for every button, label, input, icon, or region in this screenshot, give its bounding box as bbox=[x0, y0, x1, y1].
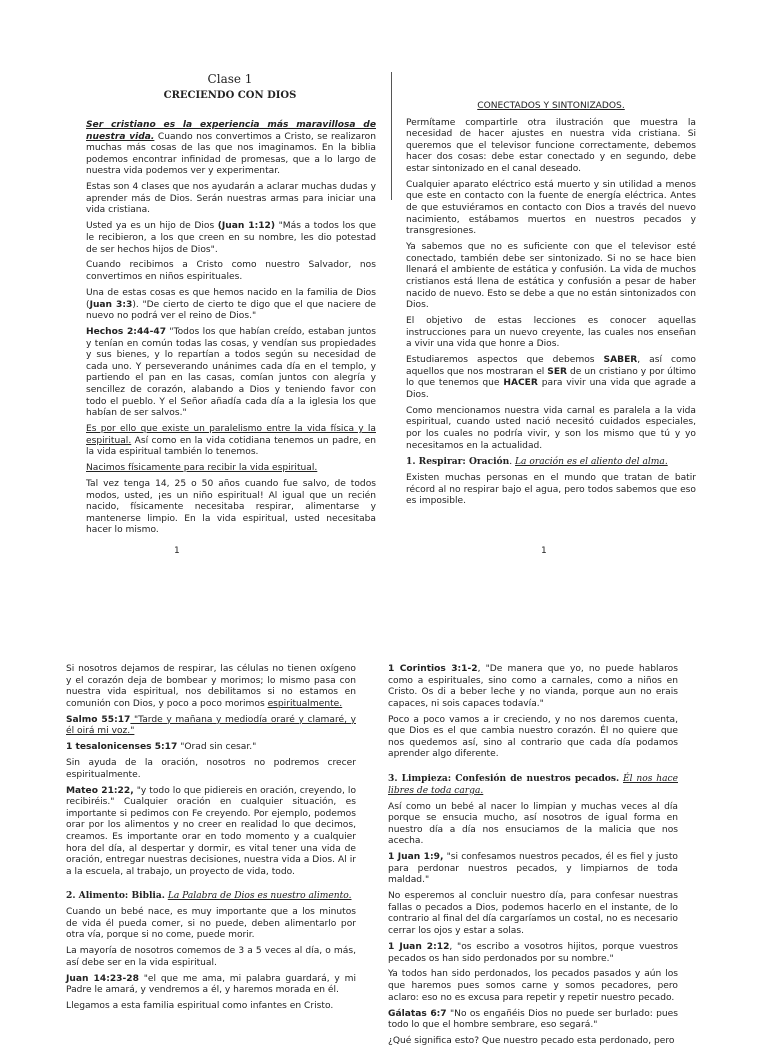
section-heading: 1. Respirar: Oración. La oración es el aliento del alma. bbox=[406, 456, 668, 468]
paragraph: Ser cristiano es la experiencia más maravillosa de nuestra vida. Cuando nos convertimos a Cristo, se realizaron muchas más cosas de las que nos imaginamos. En la biblia podemos encontrar infinidad de promesas, que a lo largo de nuestra vida podemos ver y experimentar. bbox=[86, 120, 376, 177]
paragraph: ¿Qué significa esto? Que nuestro pecado esta perdonado, pero bbox=[388, 1036, 675, 1046]
top-left-column bbox=[86, 120, 376, 541]
paragraph: Hechos 2:44-47 "Todos los que habían creído, estaban juntos y tenían en común todas las cosas, y vendían sus propiedades y sus bienes, y lo repartían a todos según su necesidad de cada uno. Y perseverando unánimes cada día en el templo, y partiendo el pan en las casas, comían juntos con alegría y sencillez de corazón, alabando a Dios y teniendo favor con todo el pueblo. Y el Señor añadía cada día a la iglesia los que habían de ser salvos." bbox=[86, 326, 376, 419]
paragraph: 1 Juan 1:9, "si confesamos nuestros pecados, él es fiel y justo para perdonar nuestros pecados, y limpiarnos de toda maldad." bbox=[388, 852, 678, 886]
section-heading: CONECTADOS Y SINTONIZADOS. bbox=[477, 101, 625, 111]
paragraph: Cuando recibimos a Cristo como nuestro Salvador, nos convertimos en niños espirituales. bbox=[86, 260, 376, 283]
top-right-column bbox=[406, 101, 696, 512]
paragraph: 1 Juan 2:12, "os escribo a vosotros hijitos, porque vuestros pecados os han sido perdonados por su nombre." bbox=[388, 941, 678, 964]
paragraph: Juan 14:23-28 "el que me ama, mi palabra guardará, y mi Padre le amará, y vendremos a él, y haremos morada en él. bbox=[66, 973, 356, 996]
bottom-left-column bbox=[66, 664, 356, 1017]
paragraph: Estas son 4 clases que nos ayudarán a aclarar muchas dudas y aprender más de Dios. Serán nuestras armas para iniciar una vida cristiana. bbox=[86, 182, 376, 216]
paragraph: Ya todos han sido perdonados, los pecados pasados y aún los que haremos pues somos carne y somos pecadores, pero aclaro: eso no es excusa para repetir y repetir nuestro pecado. bbox=[388, 969, 678, 1003]
paragraph: Salmo 55:17 "Tarde y mañana y mediodía oraré y clamaré, y él oirá mi voz." bbox=[66, 714, 356, 737]
paragraph: 1 Corintios 3:1-2, "De manera que yo, no puede hablaros como a espirituales, sino como a carnales, como a niños en Cristo. Os di a beber leche y no vianda, porque aun no erais capaces, ni sois capaces todavía." bbox=[388, 664, 678, 709]
section-heading: 2. Alimento: Biblia. La Palabra de Dios es nuestro alimento. bbox=[66, 890, 352, 902]
paragraph: No esperemos al concluir nuestro día, para confesar nuestras fallas o pecados a Dios, podemos hacerlo en el instante, de lo contrario al final del día cargaríamos un costal, no es necesario cerrar los ojos y estar a solas. bbox=[388, 891, 678, 937]
section-heading: 3. Limpieza: Confesión de nuestros pecados. Él nos hace libres de toda carga. bbox=[388, 773, 678, 796]
page-title: Clase 1 bbox=[207, 72, 253, 86]
paragraph: Cualquier aparato eléctrico está muerto y sin utilidad a menos que este en contacto con la fuente de energía eléctrica. Antes de que estuviéramos en contacto con Dios a través del nuevo nacimiento, estábamos muertos en nuestros pecados y transgresiones. bbox=[406, 179, 696, 237]
paragraph: Gálatas 6:7 "No os engañéis Dios no puede ser burlado: pues todo lo que el hombre sembrare, eso segará." bbox=[388, 1008, 678, 1031]
paragraph: Nacimos físicamente para recibir la vida espiritual. bbox=[86, 463, 318, 474]
paragraph: Como mencionamos nuestra vida carnal es paralela a la vida espiritual, cuando usted nació necesitó cuidados especiales, por los cuales no podría vivir, y son los mismo que tú y yo necesitamos en la actualidad. bbox=[406, 405, 696, 451]
paragraph: Tal vez tenga 14, 25 o 50 años cuando fue salvo, de todos modos, usted, ¡es un niño espiritual! Al igual que un recién nacido, físicamente necesitaba respirar, alimentarse y mantenerse limpio. En la vida espiritual, usted necesitaba hacer lo mismo. bbox=[86, 479, 376, 536]
paragraph: El objetivo de estas lecciones es conocer aquellas instrucciones para un nuevo creyente, las cuales nos enseñan a vivir una vida que honre a Dios. bbox=[406, 315, 696, 350]
paragraph: Una de estas cosas es que hemos nacido en la familia de Dios (Juan 3:3). "De cierto de cierto te digo que el que naciere de nuevo no podrá ver el reino de Dios." bbox=[86, 287, 376, 322]
paragraph: Ya sabemos que no es suficiente con que el televisor esté conectado, también debe ser sintonizado. Si no se hace bien llenará el ambiente de estática y confusión. La vida de muchos cristianos está llena de estática y confusión a pesar de haber nacido de nuevo. Esto se debe a que no están sintonizados con Dios. bbox=[406, 242, 696, 311]
paragraph: Cuando un bebé nace, es muy importante que a los minutos de vida él pueda comer, si no puede, deben alimentarlo por otra vía, porque si no come, puede morir. bbox=[66, 907, 356, 941]
paragraph: Llegamos a esta familia espiritual como infantes en Cristo. bbox=[66, 1001, 334, 1012]
page-number: 1 bbox=[174, 546, 180, 556]
paragraph: Sin ayuda de la oración, nosotros no podremos crecer espiritualmente. bbox=[66, 758, 356, 780]
paragraph: Es por ello que existe un paralelismo entre la vida física y la espiritual. Así como en la vida cotidiana tenemos un padre, en la vida espiritual también lo tenemos. bbox=[86, 424, 376, 458]
paragraph: Estudiaremos aspectos que debemos SABER, así como aquellos que nos mostraran el SER de un cristiano y por último lo que tenemos que HACER para vivir una vida que agrade a Dios. bbox=[406, 355, 697, 400]
paragraph: Así como un bebé al nacer lo limpian y muchas veces al día porque se ensucia mucho, así nosotros de igual forma en nuestro día a día nos ensuciamos de la malicia que nos acecha. bbox=[388, 801, 678, 847]
bottom-right-column bbox=[388, 664, 678, 1052]
paragraph: Poco a poco vamos a ir creciendo, y no nos daremos cuenta, que Dios es el que cambia nuestro corazón. Él no quiere que nos quedemos así, sino al contrario que cada día podamos aprender algo diferente. bbox=[388, 714, 678, 760]
page-number: 1 bbox=[541, 546, 547, 556]
paragraph: Existen muchas personas en el mundo que tratan de batir récord al no respirar bajo el agua, pero todos sabemos que eso es imposible. bbox=[406, 473, 696, 507]
page-subtitle: CRECIENDO CON DIOS bbox=[163, 90, 297, 101]
paragraph: 1 tesalonicenses 5:17 "Orad sin cesar." bbox=[66, 742, 257, 753]
paragraph: Mateo 21:22, "y todo lo que pidiereis en oración, creyendo, lo recibiréis." Cualquier oración en cualquier situación, es importante si pedimos con Fe creyendo. Por ejemplo, podemos orar por los alimentos y no creer en realidad lo que decimos, creamos. Es importante orar en todo momento y a cualquier hora del día, al despertar y dormir, es vital tener una vida de oración, entregar nuestras decisiones, nuestra vida a Dios. Al ir a la escuela, al trabajo, un proyecto de vida, todo. bbox=[66, 785, 357, 877]
column-divider bbox=[391, 72, 392, 200]
paragraph: La mayoría de nosotros comemos de 3 a 5 veces al día, o más, así debe ser en la vida espiritual. bbox=[66, 946, 356, 968]
paragraph: Usted ya es un hijo de Dios (Juan 1:12) "Más a todos los que le recibieron, a los que creen en su nombre, les dio potestad de ser hechos hijos de Dios". bbox=[86, 221, 376, 255]
paragraph: Si nosotros dejamos de respirar, las células no tienen oxígeno y el corazón deja de bombear y morimos; lo mismo pasa con nuestra vida espiritual, nos debilitamos si no estamos en comunión con Dios, y poco a poco morimos espiritualmente. bbox=[66, 664, 356, 709]
paragraph: Permítame compartirle otra ilustración que muestra la necesidad de hacer ajustes en nuestra vida cristiana. Si queremos que el televisor funcione correctamente, debemos hacer dos cosas: debe estar conectado y en segundo, debe estar sintonizado en el canal deseado. bbox=[406, 117, 696, 174]
